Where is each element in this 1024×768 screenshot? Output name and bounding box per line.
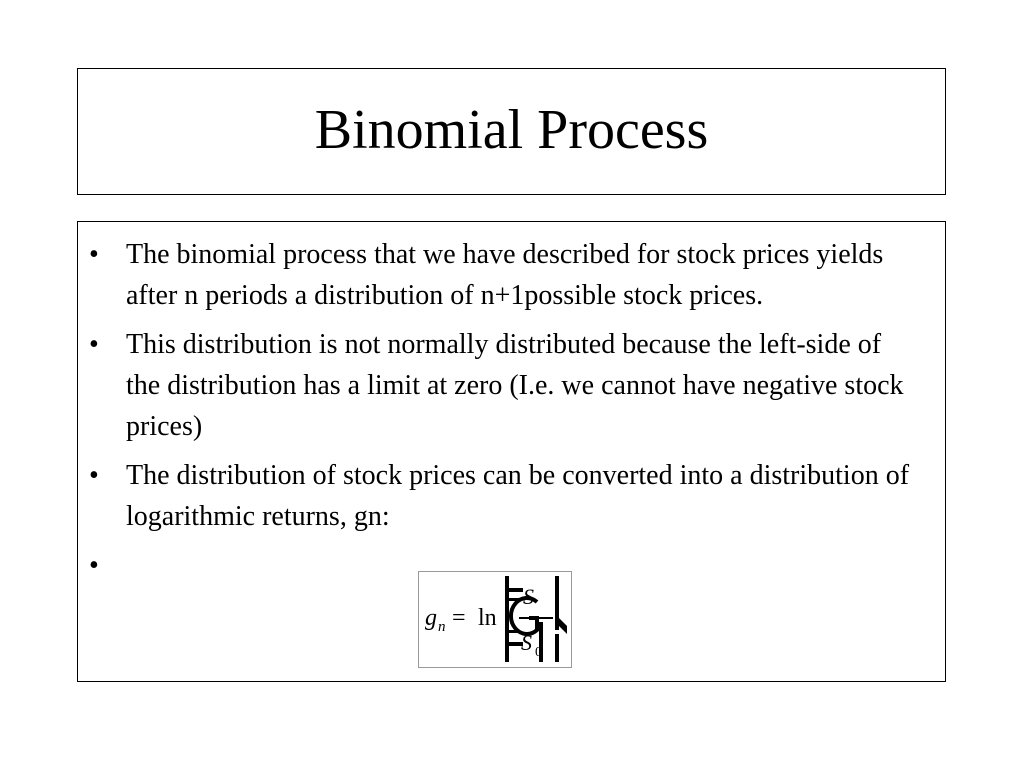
bracket-bar — [505, 588, 523, 592]
bullet-marker: • — [89, 239, 99, 270]
formula-g-subscript: n — [438, 619, 446, 635]
title-placeholder — [77, 68, 946, 195]
bullet-marker: • — [89, 460, 99, 491]
content-placeholder — [77, 221, 946, 682]
bracket-stroke-right — [555, 634, 559, 662]
bracket-hook — [559, 618, 567, 634]
slide-title: Binomial Process — [314, 98, 709, 161]
log-return-formula — [419, 572, 572, 668]
bullet-item — [78, 455, 945, 537]
formula-ln: ln — [478, 605, 497, 631]
bullet-text: The binomial process that we have described for stock prices yields after n periods a distribution of n+1possible stock prices. — [126, 239, 884, 311]
bullet-marker: • — [89, 550, 99, 581]
bullet-item — [78, 324, 945, 447]
formula-numerator: S — [523, 584, 534, 609]
bullet-item — [78, 234, 945, 316]
bullet-text: The distribution of stock prices can be converted into a distribution of logarithmic returns, gn: — [126, 460, 910, 532]
formula-denominator-subscript: 0 — [535, 645, 542, 660]
bullet-list — [78, 234, 945, 581]
formula-image — [418, 571, 572, 668]
formula-equals: = — [452, 605, 466, 631]
formula-denominator: S — [521, 630, 532, 655]
bracket-stroke-right — [555, 576, 559, 630]
bullet-marker: • — [89, 329, 99, 360]
bullet-text: This distribution is not normally distributed because the left-side of the distribution has a limit at zero (I.e. we cannot have negative stock prices) — [126, 329, 904, 442]
formula-g: g — [425, 605, 437, 631]
